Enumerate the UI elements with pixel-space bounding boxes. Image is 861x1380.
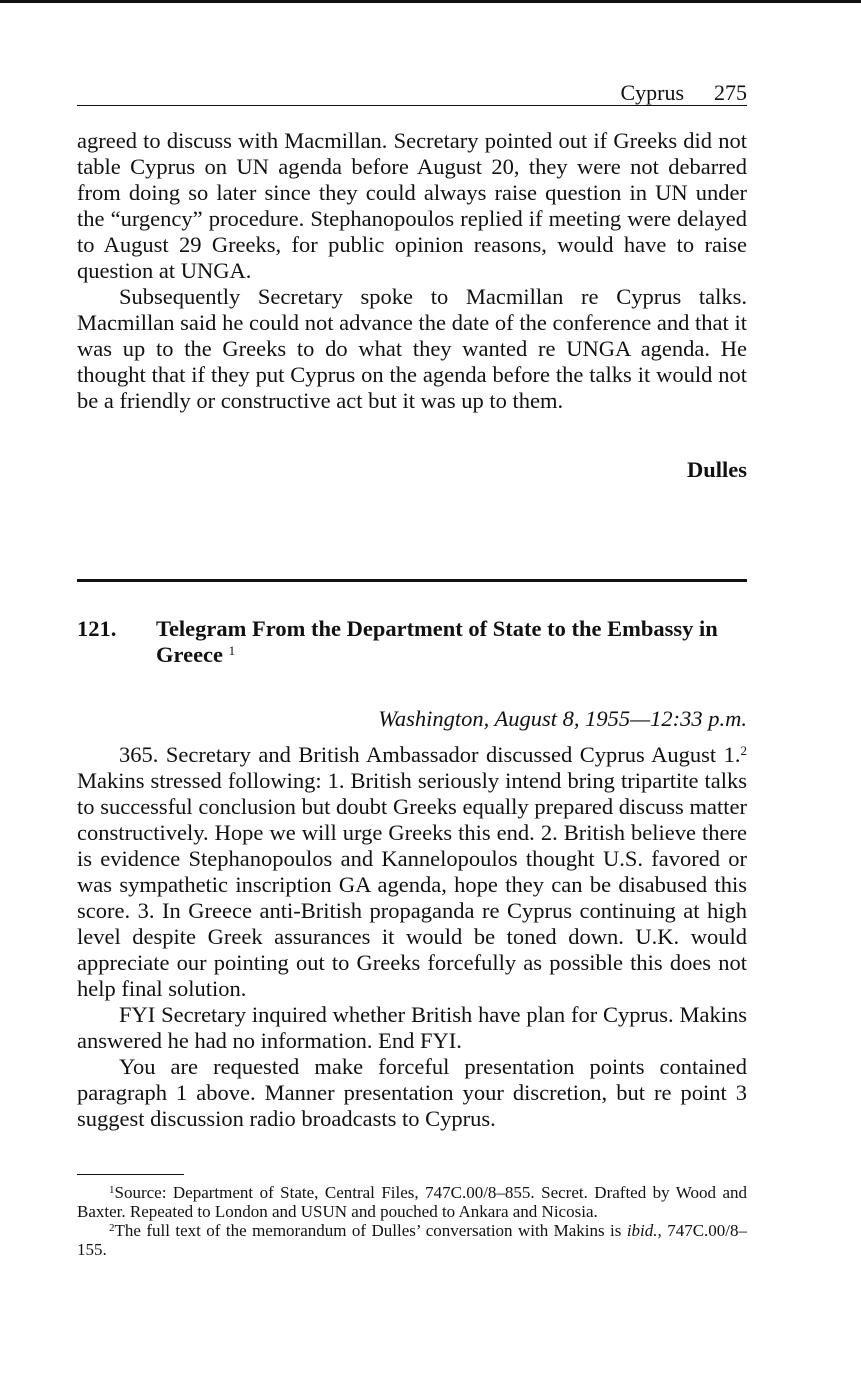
dateline: Washington, August 8, 1955—12:33 p.m. <box>378 706 747 731</box>
carryover-text <box>77 128 747 414</box>
document-title <box>156 616 746 668</box>
telegram-paragraph-1 <box>77 742 747 1002</box>
telegram-paragraph-1-start: 365. Secretary and British Ambassador discussed Cyprus August 1. <box>119 742 741 767</box>
document-title-text: Telegram From the Department of State to the Embassy in Greece <box>156 616 718 667</box>
footnote-ref-1: 1 <box>228 643 236 658</box>
footnote-2-mark: 2 <box>109 1222 115 1234</box>
telegram-paragraph-3: You are requested make forceful presentation points contained paragraph 1 above. Manner presentation your discretion, but re point 3 suggest discussion radio broadcasts to Cyprus. <box>77 1054 747 1131</box>
footnote-2 <box>77 1221 747 1259</box>
footnote-2-text: The full text of the memorandum of Dulles’ conversation with Makins is <box>114 1221 627 1240</box>
carryover-paragraph-2: Subsequently Secretary spoke to Macmillan re Cyprus talks. Macmillan said he could not advance the date of the conference and that it was up to the Greeks to do what they wanted re UNGA agenda. He thought that if they put Cyprus on the agenda before the talks it would not be a friendly or constructive act but it was up to them. <box>77 284 747 413</box>
footnotes <box>77 1183 747 1259</box>
footnote-2-ibid: ibid., <box>626 1221 662 1240</box>
footnote-1-mark: 1 <box>109 1184 115 1196</box>
footnote-2-ref: 747C.00/8–155. <box>77 1221 747 1259</box>
section-divider-rule <box>77 579 747 582</box>
document-number: 121. <box>77 616 117 641</box>
page-number: 275 <box>714 80 747 105</box>
signature: Dulles <box>686 457 747 482</box>
running-header <box>77 80 747 106</box>
footnote-1-text: Source: Department of State, Central Files, 747C.00/8–855. Secret. Drafted by Wood and Baxter. Repeated to London and USUN and pouched to Ankara and Nicosia. <box>77 1183 747 1221</box>
footnote-ref-2: 2 <box>740 743 747 758</box>
footnote-separator <box>77 1174 184 1175</box>
top-border-rule <box>0 0 861 3</box>
telegram-body <box>77 742 747 1132</box>
running-header-title: Cyprus <box>620 80 684 105</box>
footnote-1 <box>77 1183 747 1221</box>
carryover-paragraph-1: agreed to discuss with Macmillan. Secretary pointed out if Greeks did not table Cyprus on UN agenda before August 20, they were not debarred from doing so later since they could always raise question in UN under the “urgency” procedure. Stephanopoulos replied if meeting were delayed to August 29 Greeks, for public opinion reasons, would have to raise question at UNGA. <box>77 128 747 283</box>
telegram-paragraph-1-rest: Makins stressed following: 1. British seriously intend bring tripartite talks to successful conclusion but doubt Greeks equally prepared discuss matter constructively. Hope we will urge Greeks this end. 2. British believe there is evidence Stephanopoulos and Kannelopoulos thought U.S. favored or was sympathetic inscription GA agenda, hope they can be disabused this score. 3. In Greece anti-British propaganda re Cyprus continuing at high level despite Greek assurances it would be toned down. U.K. would appreciate our pointing out to Greeks forcefully as possible this does not help final solution. <box>77 768 747 1001</box>
telegram-paragraph-2: FYI Secretary inquired whether British have plan for Cyprus. Makins answered he had no information. End FYI. <box>77 1002 747 1053</box>
